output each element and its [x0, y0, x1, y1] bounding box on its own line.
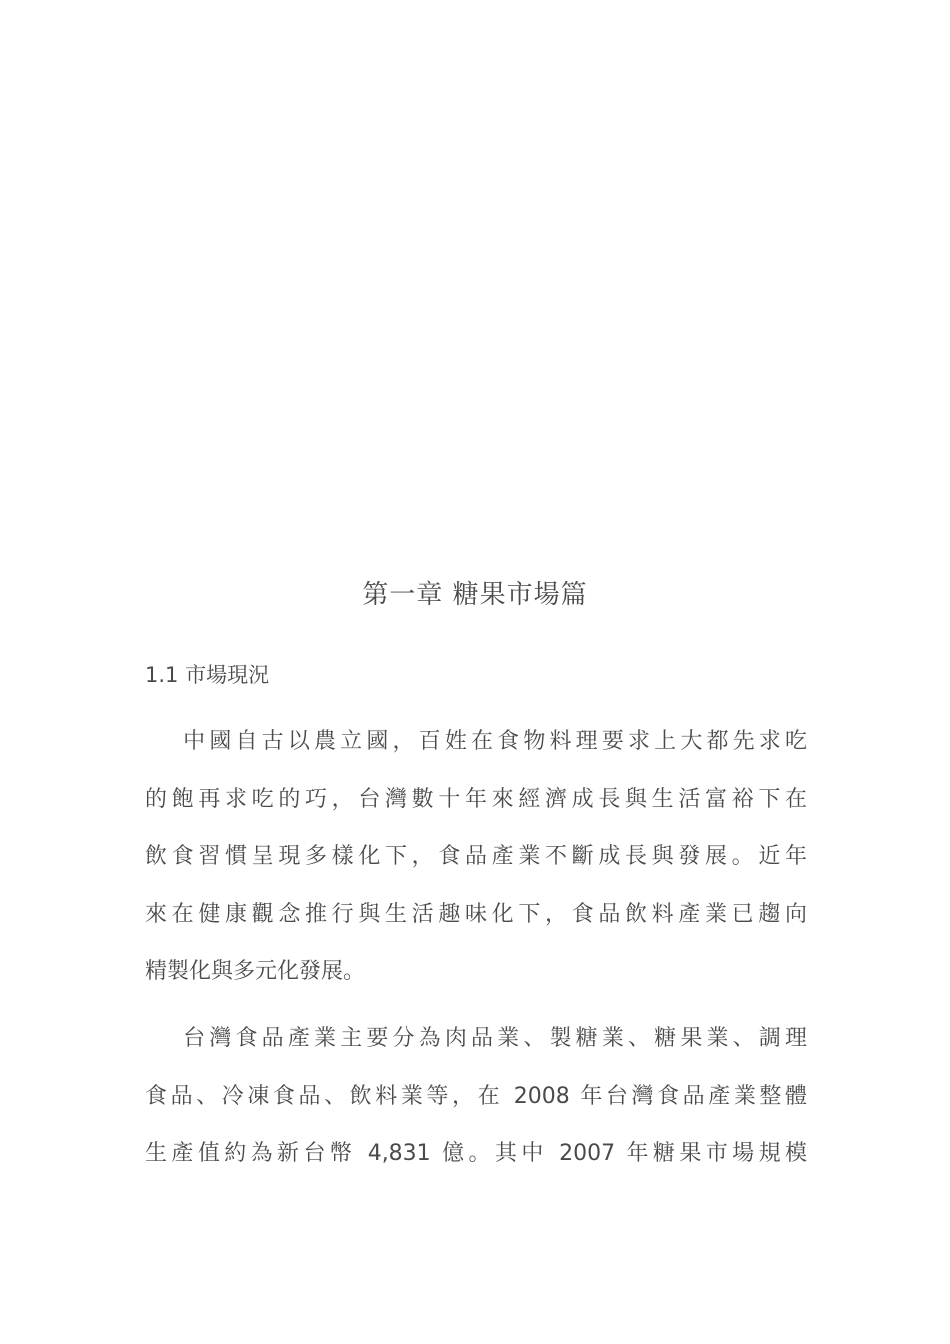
paragraph-line: 食品、冷凍食品、飲料業等，在 2008 年台灣食品產業整體 [145, 1083, 807, 1109]
section-heading: 1.1 市場現況 [145, 663, 270, 687]
paragraph-1 [145, 713, 807, 1001]
chapter-title: 第一章 糖果市場篇 [362, 580, 588, 610]
paragraph-line: 來在健康觀念推行與生活趣味化下，食品飲料產業已趨向 [145, 901, 807, 927]
paragraph-line: 的飽再求吃的巧，台灣數十年來經濟成長與生活富裕下在 [145, 786, 807, 812]
paragraph-2 [145, 1010, 807, 1183]
paragraph-line: 飲食習慣呈現多樣化下，食品產業不斷成長與發展。近年 [145, 844, 807, 869]
paragraph-line: 生產值約為新台幣 4,831 億。其中 2007 年糖果市場規模 [145, 1141, 807, 1166]
paragraph-line: 中國自古以農立國，百姓在食物料理要求上大都先求吃 [179, 729, 807, 754]
paragraph-line: 台灣食品產業主要分為肉品業、製糖業、糖果業、調理 [179, 1026, 807, 1051]
paragraph-line: 精製化與多元化發展。 [145, 959, 366, 984]
